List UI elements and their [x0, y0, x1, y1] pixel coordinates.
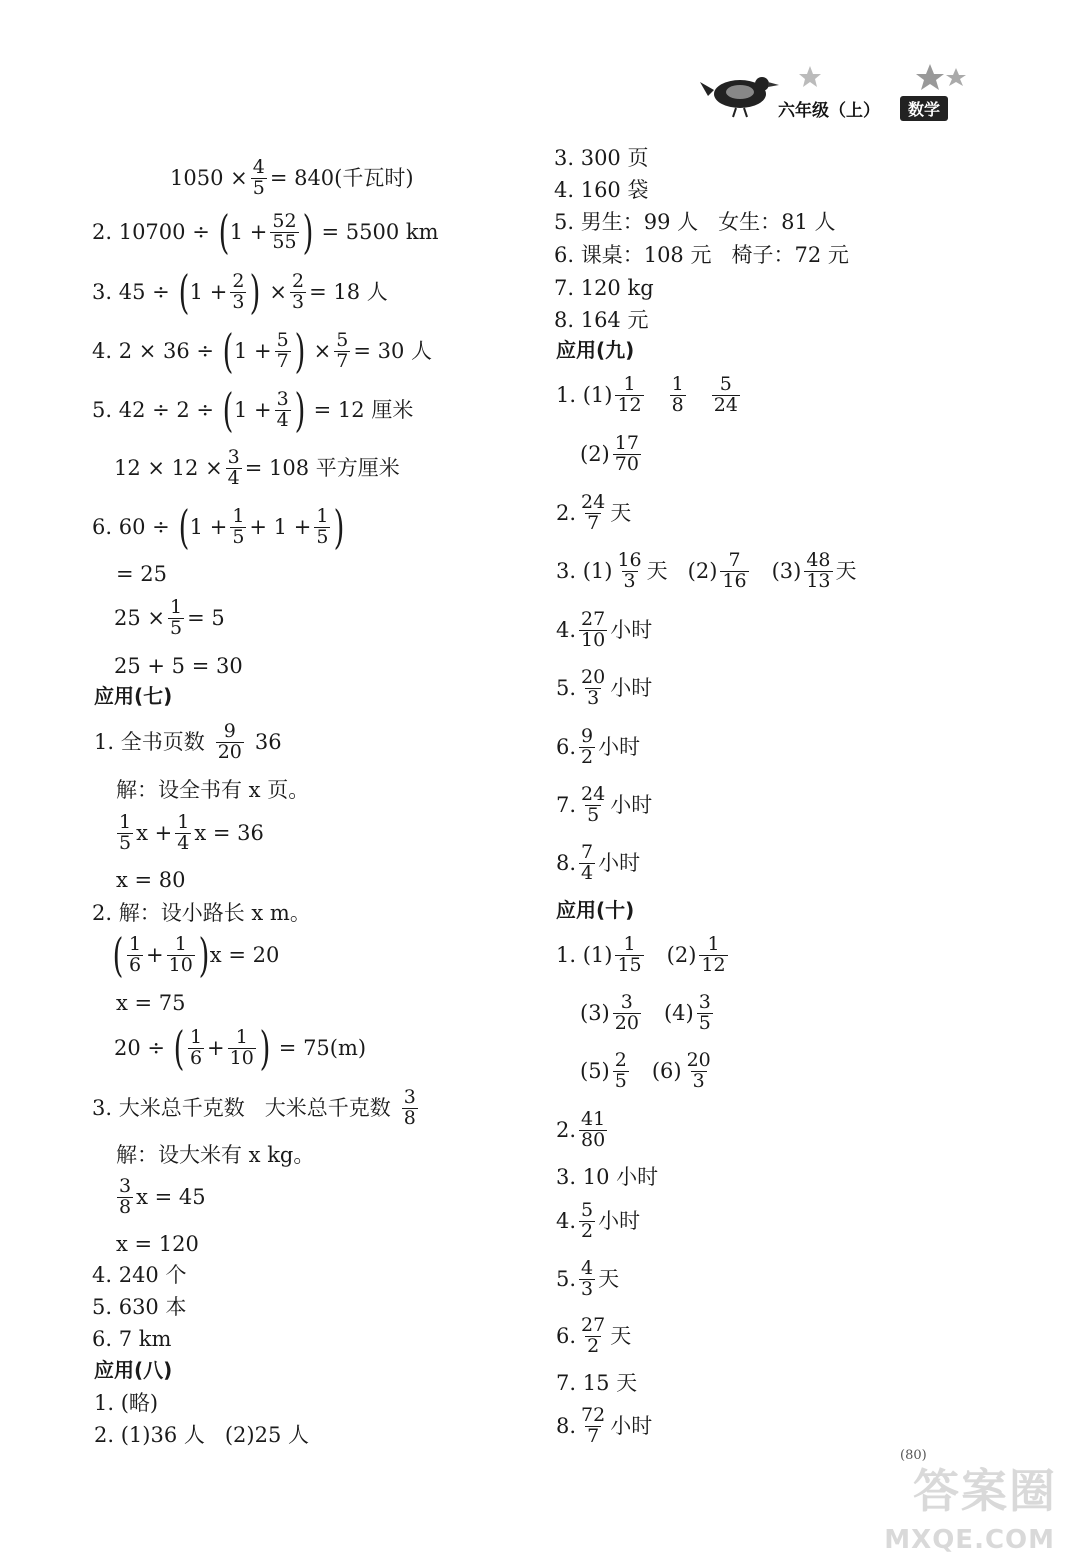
section-heading: 应用(九): [556, 338, 635, 362]
answer-line: 1. 全书页数 $\frac{9}{20}$ 36: [94, 720, 282, 763]
fraction: $\frac{2}{3}$: [232, 270, 245, 314]
fraction: $\frac{3}{8}$: [119, 1175, 132, 1218]
answer-line: 7. 15 天: [556, 1371, 638, 1395]
fraction: $\frac{3}{4}$: [276, 388, 289, 432]
answer-line: (3) $\frac{3}{20}$ (4) $\frac{3}{5}$: [580, 991, 711, 1034]
grade-label: 六年级（上）: [778, 101, 880, 121]
fraction: $\frac{9}{20}$: [217, 720, 242, 763]
answer-line: 3. 45 ÷ ( 1 + $\frac{2}{3}$ ) × $\frac{2}{3}$ = 18 人: [92, 265, 388, 319]
fraction: $\frac{3}{20}$: [614, 991, 639, 1034]
watermark-url: MXQE.COM: [884, 1525, 1055, 1555]
answer-line: 2. $\frac{41}{80}$: [556, 1108, 606, 1151]
answer-line: 5. 630 本: [92, 1295, 187, 1319]
answer-line: 6. $\frac{9}{2}$ 小时: [556, 725, 641, 768]
fraction: $\frac{1}{5}$: [119, 811, 132, 854]
bird-logo-icon: [700, 68, 780, 118]
answer-line: 2. (1)36 人 (2)25 人: [94, 1423, 310, 1447]
fraction: $\frac{1}{5}$: [232, 505, 245, 549]
answer-line: 5. 42 ÷ 2 ÷ ( 1 + $\frac{3}{4}$ ) = 12 厘米: [92, 383, 414, 437]
fraction: $\frac{5}{2}$: [581, 1199, 594, 1242]
answer-line: 2. 解：设小路长 x m。: [92, 901, 311, 925]
fraction: $\frac{7}{16}$: [722, 549, 747, 592]
answer-line: 4. 160 袋: [554, 178, 649, 202]
answer-line: 3. 10 小时: [556, 1165, 659, 1189]
answer-line: 4. 2 × 36 ÷ ( 1 + $\frac{5}{7}$ ) × $\frac{5}{7}$ = 30 人: [92, 324, 433, 378]
fraction: $\frac{27}{10}$: [581, 608, 606, 651]
answer-line: 4. $\frac{27}{10}$ 小时: [556, 608, 653, 651]
answer-line: (2) $\frac{17}{70}$: [580, 432, 639, 475]
answer-line: 3. (1) $\frac{16}{3}$ 天 (2) $\frac{7}{16}$ (3) $\frac{48}{13}$ 天: [556, 549, 857, 592]
answer-line: 12 × 12 × $\frac{3}{4}$ = 108 平方厘米: [114, 446, 400, 489]
answer-line: 3. 大米总千克数 大米总千克数 $\frac{3}{8}$: [92, 1086, 416, 1129]
answer-line: 5. 男生：99 人 女生：81 人: [554, 210, 836, 234]
section-heading: 应用(十): [556, 898, 635, 922]
fraction: $\frac{72}{7}$: [581, 1404, 606, 1447]
answer-line: 解：设大米有 x kg。: [116, 1143, 315, 1167]
fraction: $\frac{1}{4}$: [177, 811, 190, 854]
answer-line: 解：设全书有 x 页。: [116, 778, 310, 802]
answer-line: = 25: [116, 562, 167, 586]
answer-line: 6. 7 km: [92, 1327, 172, 1351]
section-heading: 应用(八): [94, 1358, 173, 1382]
fraction: $\frac{24}{5}$: [581, 783, 606, 826]
book-header: [700, 62, 990, 124]
fraction: $\frac{4}{5}$: [252, 156, 265, 199]
answer-line: 4. $\frac{5}{2}$ 小时: [556, 1199, 641, 1242]
answer-line: 7. $\frac{24}{5}$ 小时: [556, 783, 653, 826]
watermark: [877, 1455, 1057, 1555]
fraction: $\frac{5}{24}$: [713, 373, 738, 416]
fraction: $\frac{5}{7}$: [336, 329, 349, 373]
answer-line: 5. $\frac{4}{3}$ 天: [556, 1257, 620, 1300]
fraction: $\frac{16}{3}$: [617, 549, 642, 592]
fraction: $\frac{3}{8}$: [403, 1086, 416, 1129]
fraction: $\frac{5}{7}$: [276, 329, 289, 373]
fraction: $\frac{20}{3}$: [686, 1049, 711, 1092]
fraction: $\frac{1}{5}$: [170, 596, 183, 639]
fraction: $\frac{4}{3}$: [581, 1257, 594, 1300]
fraction: $\frac{1}{12}$: [617, 373, 642, 416]
answer-line: 2. $\frac{24}{7}$ 天: [556, 491, 632, 534]
fraction: $\frac{7}{4}$: [581, 841, 594, 884]
answer-line: 25 + 5 = 30: [114, 654, 243, 678]
answer-line: 1. (1) $\frac{1}{12}$ $\frac{1}{8}$ $\frac{5}{24}$: [556, 373, 738, 416]
answer-line: x = 75: [116, 991, 186, 1015]
fraction: $\frac{1}{10}$: [168, 933, 193, 977]
answer-line: 6. $\frac{27}{2}$ 天: [556, 1314, 632, 1357]
answer-line: 1. (1) $\frac{1}{15}$ (2) $\frac{1}{12}$: [556, 933, 726, 976]
fraction: $\frac{24}{7}$: [581, 491, 606, 534]
answer-line: 2. 10700 ÷ ( 1 + $\frac{52}{55}$ ) = 5500 km: [92, 205, 439, 259]
fraction: $\frac{1}{5}$: [316, 505, 329, 549]
fraction: $\frac{1}{10}$: [229, 1026, 254, 1070]
answer-line: 3. 300 页: [554, 146, 649, 170]
answer-line: 25 × $\frac{1}{5}$ = 5: [114, 596, 225, 639]
stars-decoration-icon: [780, 62, 980, 96]
fraction: $\frac{2}{3}$: [291, 270, 305, 314]
answer-line: ( $\frac{1}{6}$ + $\frac{1}{10}$ ) x = 20: [112, 928, 280, 982]
subject-badge: 数学: [900, 96, 948, 121]
answer-line: 7. 120 kg: [554, 276, 654, 300]
fraction: $\frac{1}{15}$: [617, 933, 642, 976]
page-number: (80): [900, 1448, 927, 1463]
answer-line: 20 ÷ ( $\frac{1}{6}$ + $\frac{1}{10}$ ) = 75(m): [114, 1021, 367, 1075]
watermark-text: 答案圈: [913, 1464, 1057, 1518]
answer-line: 6. 60 ÷ ( 1 + $\frac{1}{5}$ + 1 + $\frac{1}{5}$ ): [92, 500, 345, 554]
answer-line: 1. (略): [94, 1391, 159, 1415]
answer-line: (5) $\frac{2}{5}$ (6) $\frac{20}{3}$: [580, 1049, 711, 1092]
fraction: $\frac{1}{6}$: [128, 933, 142, 977]
fraction: $\frac{41}{80}$: [581, 1108, 606, 1151]
answer-line: 4. 240 个: [92, 1263, 187, 1287]
section-heading: 应用(七): [94, 684, 173, 708]
fraction: $\frac{1}{6}$: [189, 1026, 203, 1070]
fraction: $\frac{20}{3}$: [581, 666, 606, 709]
fraction: $\frac{2}{5}$: [614, 1049, 627, 1092]
fraction: $\frac{48}{13}$: [806, 549, 831, 592]
fraction: $\frac{1}{12}$: [701, 933, 726, 976]
answer-line: 1050 × $\frac{4}{5}$ = 840(千瓦时): [170, 156, 414, 199]
fraction: $\frac{9}{2}$: [581, 725, 594, 768]
fraction: $\frac{17}{70}$: [614, 432, 639, 475]
answer-line: x = 120: [116, 1232, 199, 1256]
answer-line: $\frac{3}{8}$ x = 45: [119, 1175, 206, 1218]
answer-line: 5. $\frac{20}{3}$ 小时: [556, 666, 653, 709]
fraction: $\frac{27}{2}$: [581, 1314, 606, 1357]
answer-line: 8. 164 元: [554, 308, 649, 332]
fraction: $\frac{52}{55}$: [272, 210, 297, 254]
fraction: $\frac{1}{8}$: [671, 373, 684, 416]
answer-line: 6. 课桌：108 元 椅子：72 元: [554, 243, 849, 267]
answer-line: x = 80: [116, 868, 186, 892]
answer-line: 8. $\frac{72}{7}$ 小时: [556, 1404, 653, 1447]
fraction: $\frac{3}{4}$: [227, 446, 240, 489]
answer-line: $\frac{1}{5}$ x + $\frac{1}{4}$ x = 36: [119, 811, 264, 854]
fraction: $\frac{3}{5}$: [698, 991, 711, 1034]
answer-line: 8. $\frac{7}{4}$ 小时: [556, 841, 641, 884]
